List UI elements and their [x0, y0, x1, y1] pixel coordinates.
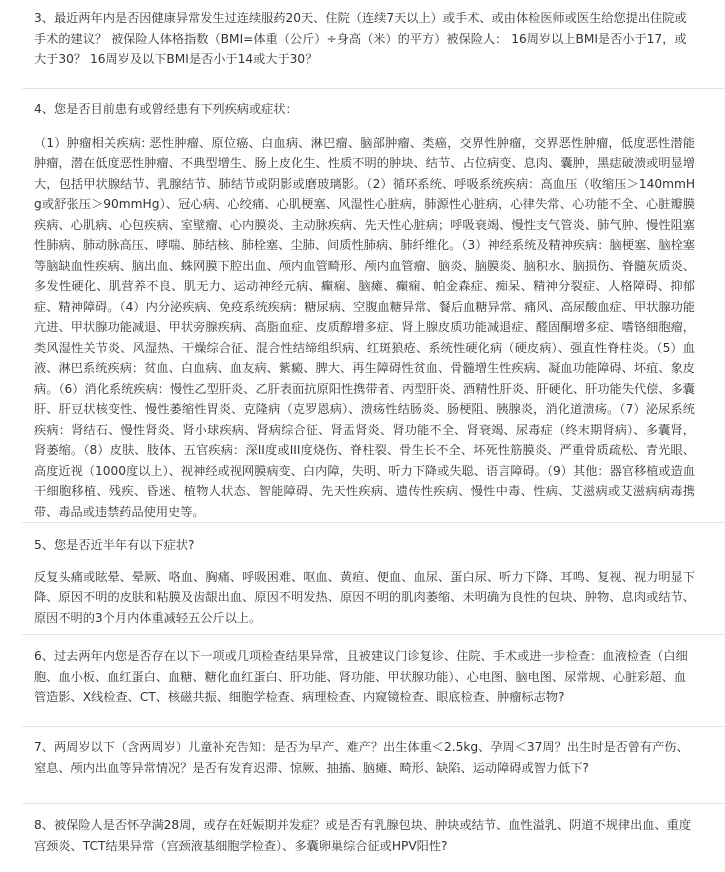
question-6-text: 6、过去两年内您是否存在以下一项或几项检查结果异常，且被建议门诊复诊、住院、手术或进一步检查：血液检查（白细胞、血小板、血红蛋白、血糖、糖化血红蛋白、肝功能、肾功能、甲状腺功能）、心电图、脑电图、尿常规、心脏彩超、血管造影、X线检查、CT、核磁共振、细胞学检查、病理检查、内窥镜检查、眼底检查、肿瘤标志物?: [34, 649, 688, 704]
question-6: [0, 646, 725, 708]
divider: [22, 88, 725, 89]
question-4-disease-list: （1）肿瘤相关疾病: 恶性肿瘤、原位癌、白血病、淋巴瘤、脑部肿瘤、类癌，交界性肿瘤，交界恶性肿瘤，低度恶性潜能肿瘤，潜在低度恶性肿瘤、不典型增生、肠上皮化生、性质不明的肿块、结节、占位病变、息肉、囊肿，黑痣破溃或明显增大，包括甲状腺结节、乳腺结节、肺结节或阴影或磨玻璃影。（2）循环系统、呼吸系统疾病：高血压（收缩压＞140mmHg或舒张压＞90mmHg）、冠心病、心绞痛、心肌梗塞、风湿性心脏病，肺源性心脏病，心律失常、心功能不全、心脏瓣膜疾病、心肌病、心包疾病、室壁瘤、心内膜炎、主动脉疾病、先天性心脏病；呼吸衰竭、慢性支气管炎、肺气肿、慢性阻塞性肺病、肺动脉高压、哮喘、肺结核、肺栓塞、尘肺、间质性肺病、肺纤维化。（3）神经系统及精神疾病：脑梗塞、脑栓塞等脑缺血性疾病、脑出血、蛛网膜下腔出血、颅内血管畸形、颅内血管瘤、脑炎、脑膜炎、脑积水、脑损伤、脊髓灰质炎、多发性硬化、肌营养不良、肌无力、运动神经元病、癫痫、脑瘫、癫痫、帕金森症、痴呆、精神分裂症、人格障碍、抑郁症、精神障碍。（4）内分泌疾病、免疫系统疾病：糖尿病、空腹血糖异常、餐后血糖异常、痛风、高尿酸血症、甲状腺功能亢进、甲状腺功能减退、甲状旁腺疾病、高脂血症、皮质醇增多症、肾上腺皮质功能减退症、醛固酮增多症、嗜铬细胞瘤，类风湿性关节炎、风湿热、干燥综合征、混合性结缔组织病、红斑狼疮、系统性硬化病（硬皮病）、强直性脊柱炎。（5）血液、淋巴系统疾病：贫血、白血病、血友病、紫癜、脾大、再生障碍性贫血、骨髓增生性疾病、凝血功能障碍、坏疽、象皮病。（6）消化系统疾病：慢性乙型肝炎、乙肝表面抗原阳性携带者、丙型肝炎、酒精性肝炎、肝硬化、肝功能失代偿、多囊肝、肝豆状核变性、慢性萎缩性胃炎、克隆病（克罗恩病）、溃疡性结肠炎、肠梗阻、胰腺炎，消化道溃疡。（7）泌尿系统疾病：肾结石、慢性肾炎、肾小球疾病、肾病综合征、肾盂肾炎、肾功能不全、肾衰竭、尿毒症（终末期肾病）、多囊肾，肾萎缩。（8）皮肤、肢体、五官疾病：深II度或III度烧伤、脊柱裂、骨生长不全、坏死性筋膜炎、严重骨质疏松、青光眼、高度近视（1000度以上）、视神经或视网膜病变、白内障，失明、听力下降或失聪、语言障碍。（9）其他：器官移植或造血干细胞移植、残疾、昏迷、植物人状态、智能障碍、先天性疾病、遗传性疾病、慢性中毒、性病、艾滋病或艾滋病病毒携带、毒品或违禁药品使用史等。: [34, 135, 695, 519]
divider: [22, 803, 725, 804]
divider: [22, 522, 725, 523]
question-3-text: 3、最近两年内是否因健康异常发生过连续服药20天、住院（连续7天以上）或手术、或由体检医师或医生给您提出住院或手术的建议？ 被保险人体格指数（BMI=体重（公斤）÷身高（米）的平方）被保险人： 16周岁以上BMI是否小于17，或大于30？ 16周岁及以下BMI是否小于14或大于30？: [34, 11, 687, 66]
question-4: [0, 99, 725, 522]
question-8-text: 8、被保险人是否怀孕满28周，或存在妊娠期并发症？或是否有乳腺包块、肿块或结节、血性溢乳、阴道不规律出血、重度宫颈炎、TCT结果异常（宫颈液基细胞学检查）、多囊卵巢综合征或HPV阳性?: [34, 818, 692, 853]
question-4-text: 4、您是否目前患有或曾经患有下列疾病或症状：: [34, 102, 298, 116]
question-7-text: 7、两周岁以下（含两周岁）儿童补充告知：是否为早产、难产？出生体重＜2.5kg、孕周＜37周？出生时是否曾有产伤、窒息、颅内出血等异常情况？是否有发育迟滞、惊厥、抽搐、脑瘫、畸形、缺陷、运动障碍或智力低下?: [34, 740, 689, 775]
question-5-symptom-list: 反复头痛或眩晕、晕厥、咯血、胸痛、呼吸困难、呕血、黄疸、便血、血尿、蛋白尿、听力下降、耳鸣、复视、视力明显下降、原因不明的皮肤和粘膜及齿龈出血、原因不明发热、原因不明的肌肉萎缩、未明确为良性的包块、肿物、息肉或结节、原因不明的3个月内体重减轻五公斤以上。: [34, 569, 695, 625]
question-8: [0, 815, 725, 856]
question-5-text: 5、您是否近半年有以下症状?: [34, 538, 195, 552]
question-7: [0, 737, 725, 778]
question-5: [0, 535, 725, 628]
question-3: [0, 8, 725, 70]
divider: [22, 634, 725, 635]
divider: [22, 726, 725, 727]
